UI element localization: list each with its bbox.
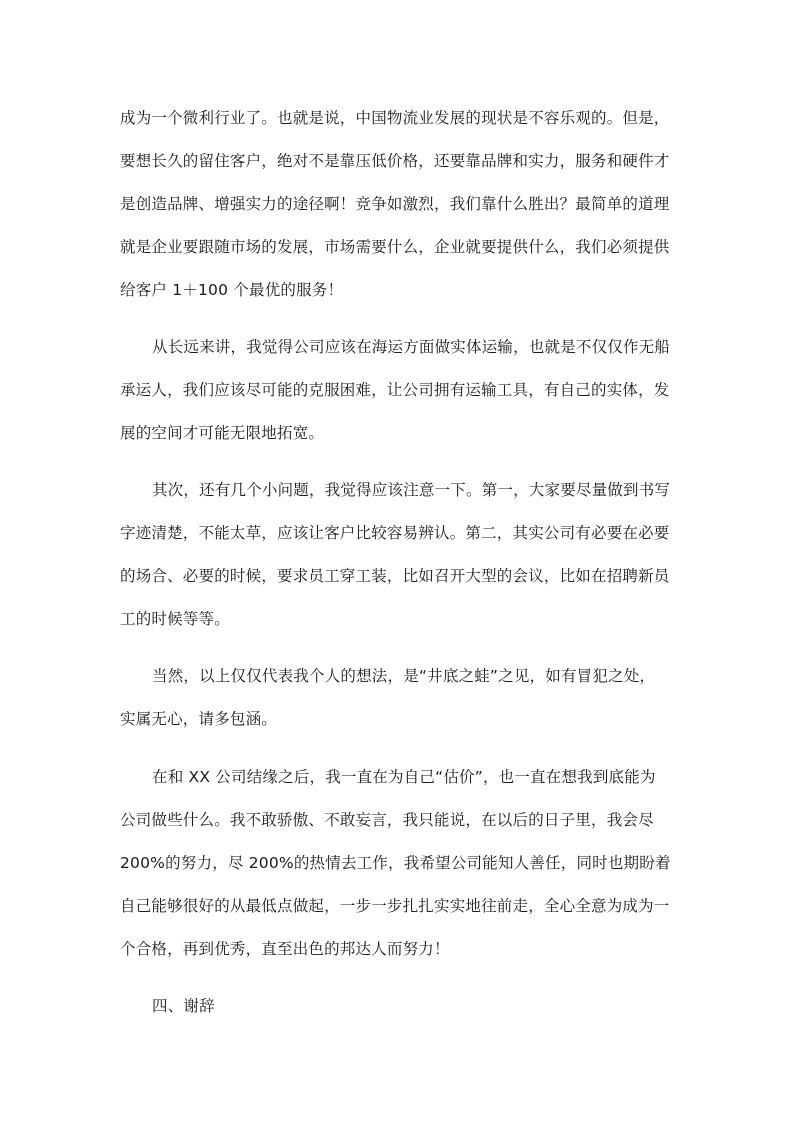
paragraph-line: 字迹清楚，不能太草，应该让客户比较容易辨认。第二，其实公司有必要在必要 (120, 524, 670, 542)
paragraph-line: 是创造品牌、增强实力的途径啊！竞争如激烈，我们靠什么胜出？最简单的道理 (120, 195, 670, 213)
paragraph-shipping-proposal (120, 326, 676, 455)
paragraph-line: 200%的努力，尽 200%的热情去工作，我希望公司能知人善任，同时也期盼着 (120, 854, 671, 872)
paragraph-minor-issues (120, 469, 676, 641)
paragraph-line: 公司做些什么。我不敢骄傲、不敢妄言，我只能说，在以后的日子里，我会尽 (120, 811, 654, 829)
paragraph-line: 工的时候等等。 (120, 610, 230, 628)
paragraph-line: 就是企业要跟随市场的发展，市场需要什么，企业就要提供什么，我们必须提供 (120, 238, 670, 256)
paragraph-line: 承运人，我们应该尽可能的克服困难，让公司拥有运输工具，有自己的实体，发 (120, 381, 670, 399)
paragraph-industry-outlook (120, 97, 676, 312)
paragraph-line: 展的空间才可能无限地拓宽。 (120, 424, 325, 442)
paragraph-line: 实属无心，请多包涵。 (120, 710, 278, 728)
paragraph-line: 当然，以上仅仅代表我个人的想法，是“井底之蛙”之见，如有冒犯之处， (152, 667, 656, 685)
paragraph-line: 其次，还有几个小问题，我觉得应该注意一下。第一，大家要尽量做到书写 (152, 481, 671, 499)
paragraph-line: 给客户 1＋100 个最优的服务！ (120, 281, 344, 299)
paragraph-line: 的场合、必要的时候，要求员工穿工装，比如召开大型的会议，比如在招聘新员 (120, 567, 670, 585)
paragraph-line: 从长远来讲，我觉得公司应该在海运方面做实体运输，也就是不仅仅作无船 (152, 338, 671, 356)
paragraph-line: 成为一个微利行业了。也就是说，中国物流业发展的现状是不容乐观的。但是， (120, 109, 670, 127)
paragraph-disclaimer (120, 655, 676, 741)
paragraph-line: 在和 XX 公司结缘之后，我一直在为自己“估价”，也一直在想我到底能为 (152, 768, 656, 786)
paragraph-line: 自己能够很好的从最低点做起，一步一步扎扎实实地往前走，全心全意为成为一 (120, 897, 670, 915)
section-heading: 四、谢辞 (152, 997, 215, 1015)
paragraph-line: 个合格，再到优秀，直至出色的邦达人而努力！ (120, 940, 450, 958)
section-heading-thanks (120, 985, 676, 1028)
paragraph-line: 要想长久的留住客户，绝对不是靠压低价格，还要靠品牌和实力，服务和硬件才 (120, 152, 670, 170)
paragraph-commitment (120, 756, 676, 971)
